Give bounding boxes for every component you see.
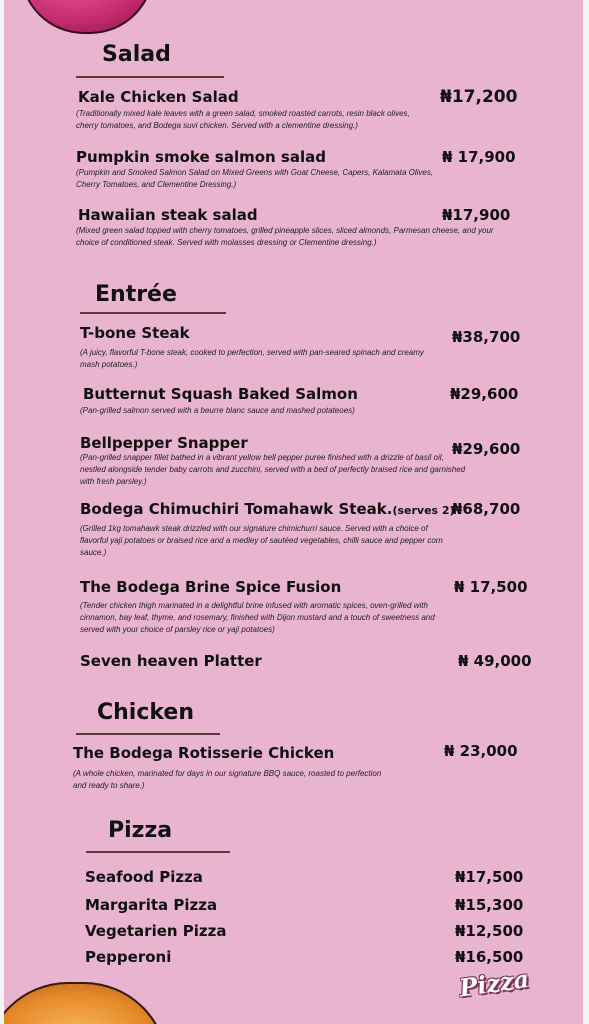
item-description: (Tender chicken thigh marinated in a delightful brine infused with aromatic spices, oven-grilled with cinnamon, bay leaf, thyme, and rosemary, finished with Dijon mustard and a touch of sweetness and served with your choice of parsley rice or yaji potatoes)	[80, 601, 435, 634]
item-name: Hawaiian steak salad	[78, 206, 258, 224]
item-price: ₦12,500	[455, 922, 524, 940]
item-price: ₦29,600	[450, 385, 519, 403]
section-rule-salad	[76, 76, 224, 78]
pizza-logo: Pizza	[457, 963, 531, 1003]
item-price: ₦29,600	[452, 440, 521, 458]
section-rule-pizza	[86, 851, 230, 853]
item-description: (Mixed green salad topped with cherry tomatoes, grilled pineapple slices, sliced almonds, Parmesan cheese, and your choice of conditioned steak. Served with molasses dressing or Clementine dressing.)	[76, 226, 494, 247]
item-price: ₦ 17,500	[454, 578, 528, 596]
item-price: ₦16,500	[455, 948, 524, 966]
item-name-note: (serves 2)	[392, 504, 455, 517]
section-title-entree: Entrée	[95, 282, 177, 307]
item-price: ₦38,700	[452, 328, 521, 346]
item-description: (A whole chicken, marinated for days in our signature BBQ sauce, roasted to perfection and ready to share.)	[73, 769, 382, 790]
item-name: The Bodega Rotisserie Chicken	[73, 744, 335, 762]
item-description: (Pan-grilled snapper fillet bathed in a vibrant yellow bell pepper puree finished with a drizzle of basil oil, nestled alongside tender baby carrots and zucchini, served with a bed of perfectly braised rice and garnished with fresh parsley.)	[80, 453, 466, 486]
item-name: Kale Chicken Salad	[78, 88, 239, 106]
item-price: ₦ 49,000	[458, 652, 532, 670]
item-name: T-bone Steak	[80, 324, 190, 342]
item-name: The Bodega Brine Spice Fusion	[80, 578, 342, 596]
section-title-chicken: Chicken	[97, 700, 195, 725]
section-rule-chicken	[76, 733, 220, 735]
item-price: ₦ 17,900	[442, 148, 516, 166]
item-name: Butternut Squash Baked Salmon	[83, 385, 358, 403]
item-price: ₦17,500	[455, 868, 524, 886]
item-name: Pumpkin smoke salmon salad	[76, 148, 326, 166]
item-name: Seven heaven Platter	[80, 652, 262, 670]
item-price: ₦15,300	[455, 896, 524, 914]
section-title-salad: Salad	[102, 42, 171, 67]
item-description: (A juicy, flavorful T-bone steak, cooked to perfection, served with pan-seared spinach and creamy mash potatoes.)	[80, 348, 424, 369]
item-price: ₦68,700	[452, 500, 521, 518]
section-rule-entree	[80, 312, 226, 314]
item-name-text: Bodega Chimuchiri Tomahawk Steak.	[80, 500, 393, 518]
item-price: ₦ 23,000	[444, 742, 518, 760]
pizza-illustration-bottom	[4, 982, 168, 1024]
item-name: Margarita Pizza	[85, 896, 218, 914]
menu-page	[4, 0, 583, 1024]
item-description: (Traditionally mixed kale leaves with a green salad, smoked roasted carrots, resin black olives, cherry tomatoes, and Bodega suvi chicken. Served with a clementine dressing.)	[76, 109, 410, 130]
item-name: Bellpepper Snapper	[80, 434, 248, 452]
item-description: (Grilled 1kg tomahawk steak drizzled with our signature chimichurri sauce. Served with a choice of flavorful yaji potatoes or braised rice and a medley of sautéed vegetables, chilli sauce and pepper corn sauce.)	[80, 524, 443, 557]
item-name	[80, 500, 455, 518]
item-name: Pepperoni	[85, 948, 172, 966]
item-name: Vegetarien Pizza	[85, 922, 227, 940]
item-description: (Pan-grilled salmon served with a beurre blanc sauce and mashed potateoes)	[80, 406, 355, 415]
item-price: ₦17,200	[440, 87, 518, 107]
section-title-pizza: Pizza	[108, 818, 173, 843]
item-description: (Pumpkin and Smoked Salmon Salad on Mixed Greens with Goat Cheese, Capers, Kalamata Olives, Cherry Tomatoes, and Clementine Dressing.)	[76, 168, 434, 189]
item-price: ₦17,900	[442, 206, 511, 224]
dish-illustration-top	[20, 0, 154, 34]
item-name: Seafood Pizza	[85, 868, 203, 886]
